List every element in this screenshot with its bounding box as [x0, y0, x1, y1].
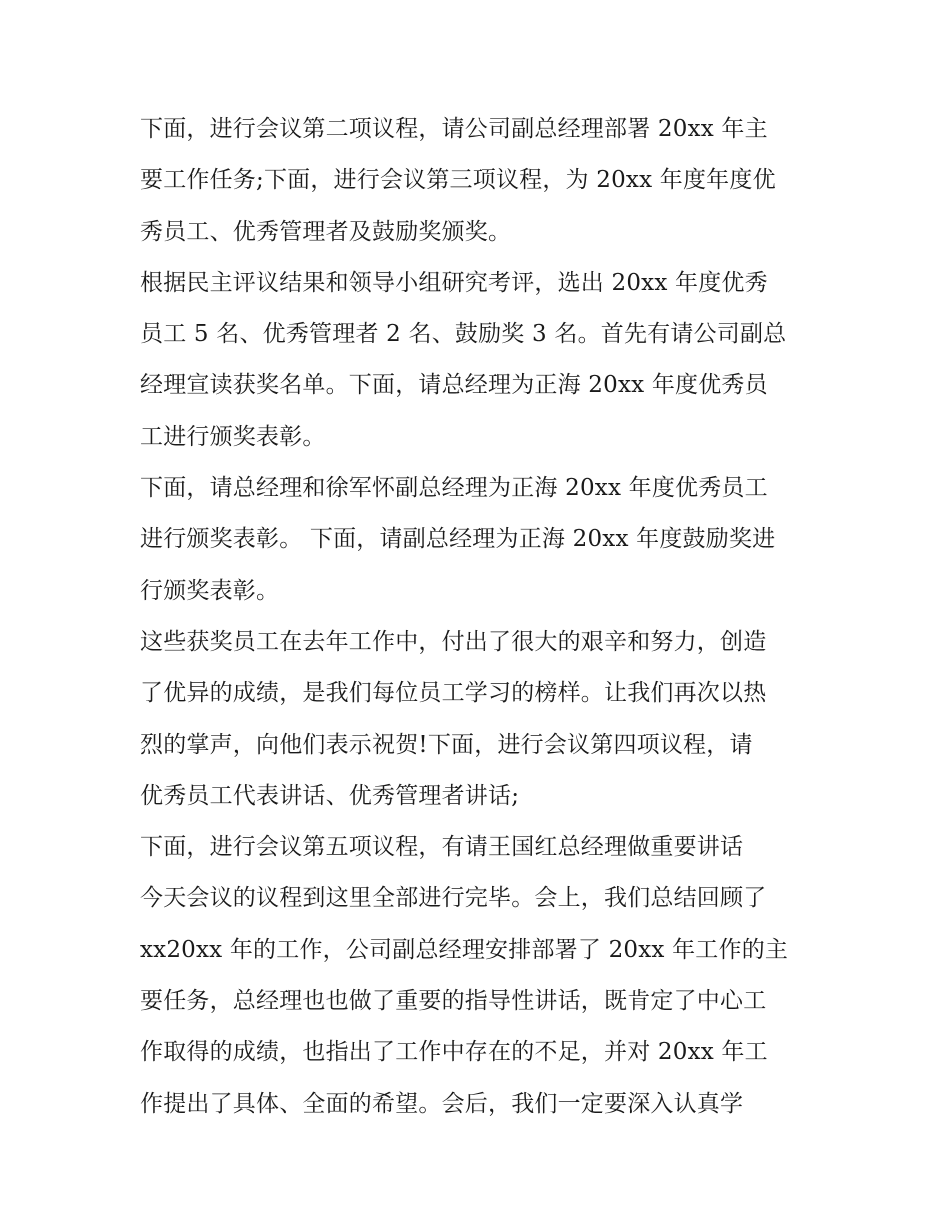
text-line: xx20xx 年的工作，公司副总经理安排部署了 20xx 年工作的主 [140, 936, 789, 963]
text-line: 进行颁奖表彰。 下面，请副总经理为正海 20xx 年度鼓励奖进 [140, 526, 776, 553]
text-line: 下面，进行会议第二项议程，请公司副总经理部署 20xx 年主 [140, 116, 768, 142]
text-line: 员工 5 名、优秀管理者 2 名、鼓励奖 3 名。首先有请公司副总 [140, 321, 787, 348]
text-line: 烈的掌声，向他们表示祝贺!下面，进行会议第四项议程，请 [140, 731, 753, 758]
text-line: 秀员工、优秀管理者及鼓励奖颁奖。 [140, 218, 512, 245]
text-line: 下面，请总经理和徐军怀副总经理为正海 20xx 年度优秀员工 [140, 475, 768, 502]
text-line: 经理宣读获奖名单。下面，请总经理为正海 20xx 年度优秀员 [140, 372, 768, 399]
text-line: 行颁奖表彰。 [140, 577, 280, 604]
text-line: 要任务，总经理也也做了重要的指导性讲话，既肯定了中心工 [140, 988, 767, 1015]
text-line: 今天会议的议程到这里全部进行完毕。会上，我们总结回顾了 [140, 885, 767, 912]
text-line: 要工作任务;下面，进行会议第三项议程，为 20xx 年度年度优 [140, 167, 776, 194]
text-line: 工进行颁奖表彰。 [140, 423, 326, 450]
text-line: 下面，进行会议第五项议程，有请王国红总经理做重要讲话 [140, 834, 744, 861]
text-line: 作提出了具体、全面的希望。会后，我们一定要深入认真学 [140, 1090, 744, 1117]
text-line: 这些获奖员工在去年工作中，付出了很大的艰辛和努力，创造 [140, 628, 767, 655]
text-line: 优秀员工代表讲话、优秀管理者讲话; [140, 782, 520, 809]
text-line: 了优异的成绩，是我们每位员工学习的榜样。让我们再次以热 [140, 680, 767, 707]
document-body [140, 104, 820, 1130]
text-line: 作取得的成绩，也指出了工作中存在的不足，并对 20xx 年工 [140, 1039, 768, 1066]
text-line: 根据民主评议结果和领导小组研究考评，选出 20xx 年度优秀 [140, 269, 768, 296]
